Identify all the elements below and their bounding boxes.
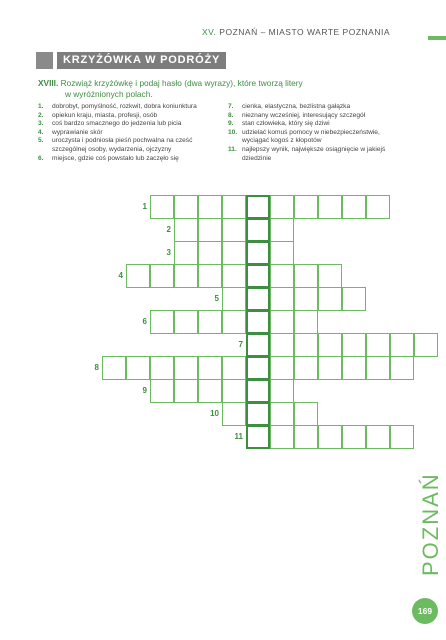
crossword-cell[interactable] [198, 218, 222, 242]
crossword-cell[interactable] [222, 379, 246, 403]
crossword-cell[interactable] [150, 264, 174, 288]
clue-text: coś bardzo smacznego do jedzenia lub picia [52, 120, 182, 128]
row-number: 3 [166, 248, 171, 257]
clue-number: 3. [38, 120, 44, 128]
crossword-cell[interactable] [270, 241, 294, 265]
clue-number: 1. [38, 103, 44, 110]
crossword-cell[interactable] [270, 379, 294, 403]
crossword-cell[interactable] [294, 425, 318, 449]
crossword-cell[interactable] [198, 356, 222, 380]
crossword-cell[interactable] [270, 356, 294, 380]
crossword-key-cell[interactable] [246, 218, 270, 242]
clue-text: najlepszy wynik, największe osiągnięcie w jakiejś dziedzinie [242, 145, 386, 162]
clue-text: stan człowieka, który się dziwi [242, 120, 330, 128]
top-accent-bar [428, 36, 446, 40]
crossword-cell[interactable] [270, 425, 294, 449]
crossword-cell[interactable] [198, 310, 222, 334]
row-number: 4 [118, 271, 123, 280]
crossword-cell[interactable] [222, 287, 246, 311]
row-number: 2 [166, 225, 171, 234]
crossword-cell[interactable] [366, 333, 390, 357]
crossword-key-cell[interactable] [246, 287, 270, 311]
crossword-cell[interactable] [174, 379, 198, 403]
crossword-cell[interactable] [366, 195, 390, 219]
clue-number: 5. [38, 137, 44, 145]
clue-item [38, 120, 216, 129]
clue-text: opiekun kraju, miasta, profesji, osób [52, 111, 158, 119]
crossword-cell[interactable] [174, 264, 198, 288]
crossword-cell[interactable] [174, 218, 198, 242]
crossword-cell[interactable] [198, 241, 222, 265]
crossword-cell[interactable] [174, 356, 198, 380]
crossword-cell[interactable] [102, 356, 126, 380]
row-number: 5 [214, 294, 219, 303]
crossword-key-cell[interactable] [246, 356, 270, 380]
crossword-cell[interactable] [318, 264, 342, 288]
crossword-cell[interactable] [294, 287, 318, 311]
crossword-cell[interactable] [294, 333, 318, 357]
row-number: 8 [94, 363, 99, 372]
crossword-cell[interactable] [270, 402, 294, 426]
crossword-cell[interactable] [150, 356, 174, 380]
crossword-cell[interactable] [222, 356, 246, 380]
crossword-key-cell[interactable] [246, 425, 270, 449]
task-line-2: w wyróżnionych polach. [65, 88, 153, 99]
clue-item [38, 112, 216, 121]
clue-item [228, 120, 398, 129]
row-number: 11 [234, 432, 243, 441]
row-number: 1 [142, 202, 147, 211]
crossword-cell[interactable] [342, 425, 366, 449]
row-number: 6 [142, 317, 147, 326]
clue-text: uroczysta i podniosła pieśń pochwalna na cześć szczególnej osoby, wydarzenia, ojczyzny [52, 137, 193, 153]
crossword-cell[interactable] [174, 241, 198, 265]
crossword-cell[interactable] [270, 333, 294, 357]
clues-left-column [38, 103, 216, 163]
crossword-cell[interactable] [390, 425, 414, 449]
clue-item [228, 146, 398, 163]
chapter-title: POZNAŃ – MIASTO WARTE POZNANIA [219, 27, 390, 37]
crossword-cell[interactable] [294, 310, 318, 334]
task-number: XVIII. [38, 78, 59, 88]
crossword-cell[interactable] [366, 356, 390, 380]
crossword-cell[interactable] [318, 195, 342, 219]
clue-item [38, 103, 216, 112]
crossword-cell[interactable] [198, 264, 222, 288]
section-title: KRZYŻÓWKA W PODRÓŻY [57, 52, 226, 69]
chapter-header [202, 27, 390, 37]
crossword-cell[interactable] [294, 402, 318, 426]
clues-right-column [228, 103, 398, 163]
crossword-cell[interactable] [270, 264, 294, 288]
clue-text: cienka, elastyczna, bezlistna gałązka [242, 103, 351, 110]
crossword-cell[interactable] [414, 333, 438, 357]
clue-number: 8. [228, 111, 234, 119]
crossword-cell[interactable] [150, 379, 174, 403]
side-city-label: POZNAŃ [418, 472, 443, 576]
crossword-cell[interactable] [198, 379, 222, 403]
crossword-cell[interactable] [342, 195, 366, 219]
crossword-cell[interactable] [270, 195, 294, 219]
section-marker [36, 52, 53, 69]
crossword-cell[interactable] [150, 310, 174, 334]
clue-text: udzielać komuś pomocy w niebezpieczeństwie, wyciągać kogoś z kłopotów [242, 128, 380, 145]
crossword-cell[interactable] [318, 333, 342, 357]
crossword-cell[interactable] [270, 287, 294, 311]
chapter-number: XV. [202, 27, 217, 37]
crossword-cell[interactable] [222, 218, 246, 242]
crossword-key-cell[interactable] [246, 333, 270, 357]
clue-item [228, 103, 398, 112]
crossword-key-cell[interactable] [246, 402, 270, 426]
crossword-cell[interactable] [222, 195, 246, 219]
crossword-cell[interactable] [342, 287, 366, 311]
clue-text: dobrobyt, pomyślność, rozkwit, dobra koniunktura [52, 103, 197, 110]
crossword-cell[interactable] [222, 402, 246, 426]
clue-number: 11. [228, 145, 237, 153]
clue-item [38, 137, 216, 154]
crossword-cell[interactable] [390, 356, 414, 380]
row-number: 7 [238, 340, 243, 349]
task-instruction [38, 78, 368, 99]
crossword-key-cell[interactable] [246, 264, 270, 288]
crossword-key-cell[interactable] [246, 310, 270, 334]
crossword-cell[interactable] [198, 195, 222, 219]
crossword-cell[interactable] [150, 195, 174, 219]
clue-item [38, 155, 216, 164]
clue-item [228, 129, 398, 146]
task-line-1: Rozwiąż krzyżówkę i podaj hasło (dwa wyrazy), które tworzą litery [60, 78, 303, 88]
clue-number: 7. [228, 103, 234, 110]
crossword-cell[interactable] [294, 356, 318, 380]
crossword-cell[interactable] [318, 425, 342, 449]
crossword-cell[interactable] [270, 218, 294, 242]
crossword-cell[interactable] [342, 356, 366, 380]
crossword-key-cell[interactable] [246, 379, 270, 403]
crossword-cell[interactable] [222, 241, 246, 265]
clue-text: miejsce, gdzie coś powstało lub zaczęło się [52, 154, 179, 162]
crossword-cell[interactable] [222, 310, 246, 334]
crossword-cell[interactable] [294, 264, 318, 288]
crossword-cell[interactable] [222, 264, 246, 288]
clue-number: 4. [38, 128, 44, 136]
crossword-key-cell[interactable] [246, 241, 270, 265]
page-number: 169 [412, 598, 438, 624]
row-number: 9 [142, 386, 147, 395]
clue-number: 6. [38, 154, 44, 162]
crossword-cell[interactable] [294, 195, 318, 219]
crossword-cell[interactable] [318, 287, 342, 311]
crossword-cell[interactable] [366, 425, 390, 449]
crossword-cell[interactable] [174, 195, 198, 219]
clue-text: nieznany wcześniej, interesujący szczegół [242, 111, 366, 119]
crossword-cell[interactable] [342, 333, 366, 357]
clue-item [228, 112, 398, 121]
clue-text: wyprawianie skór [52, 128, 103, 136]
clue-number: 9. [228, 120, 234, 128]
row-number: 10 [210, 409, 219, 418]
crossword-cell[interactable] [318, 356, 342, 380]
crossword-cell[interactable] [270, 310, 294, 334]
crossword-cell[interactable] [126, 264, 150, 288]
crossword-cell[interactable] [126, 356, 150, 380]
clue-number: 10. [228, 128, 238, 136]
crossword-key-cell[interactable] [246, 195, 270, 219]
crossword-cell[interactable] [390, 333, 414, 357]
clue-item [38, 129, 216, 138]
crossword-cell[interactable] [174, 310, 198, 334]
clue-number: 2. [38, 111, 44, 119]
